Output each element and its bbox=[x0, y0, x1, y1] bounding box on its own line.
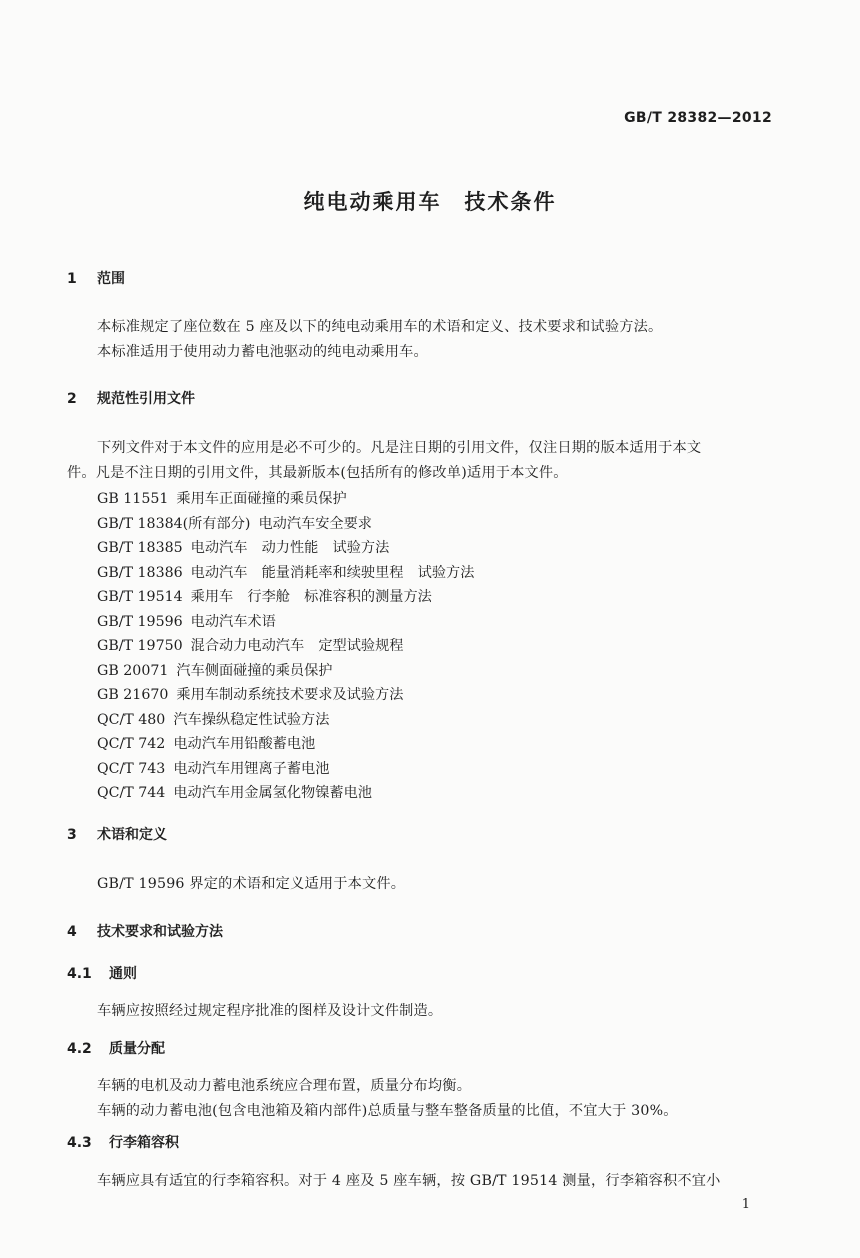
section-title: 规范性引用文件 bbox=[97, 391, 195, 407]
luggage-volume-paragraph: 车辆应具有适宜的行李箱容积。对于 4 座及 5 座车辆，按 GB/T 19514 测量，行李箱容积不宜小 bbox=[97, 1173, 721, 1189]
section-1-heading bbox=[67, 268, 125, 288]
reference-item bbox=[97, 684, 474, 709]
references-intro-line-2: 件。凡是不注日期的引用文件，其最新版本(包括所有的修改单)适用于本文件。 bbox=[67, 465, 568, 481]
section-title: 技术要求和试验方法 bbox=[97, 924, 223, 940]
section-number: 2 bbox=[67, 391, 77, 407]
section-number: 1 bbox=[67, 271, 77, 287]
reference-code: QC/T 480 bbox=[97, 711, 166, 728]
reference-code: QC/T 743 bbox=[97, 760, 166, 777]
reference-item bbox=[97, 586, 474, 611]
reference-code: QC/T 744 bbox=[97, 785, 166, 801]
reference-code: GB/T 18384(所有部分) bbox=[97, 515, 251, 532]
general-paragraph: 车辆应按照经过规定程序批准的图样及设计文件制造。 bbox=[97, 1003, 443, 1019]
reference-item bbox=[97, 782, 474, 807]
reference-item bbox=[97, 758, 474, 783]
reference-code: GB/T 18386 bbox=[97, 564, 183, 581]
reference-code: GB/T 19596 bbox=[97, 613, 183, 630]
reference-item bbox=[97, 660, 474, 685]
section-4-heading bbox=[67, 921, 223, 941]
section-4-2-heading bbox=[67, 1038, 165, 1058]
reference-item bbox=[97, 488, 474, 513]
reference-title: 乘用车制动系统技术要求及试验方法 bbox=[176, 687, 404, 703]
reference-title: 电动汽车用锂离子蓄电池 bbox=[173, 760, 330, 777]
section-2-heading bbox=[67, 388, 195, 408]
section-title: 质量分配 bbox=[109, 1041, 165, 1057]
section-number: 3 bbox=[67, 827, 77, 843]
section-3-heading bbox=[67, 824, 167, 844]
section-4-1-heading bbox=[67, 963, 137, 983]
section-number: 4 bbox=[67, 924, 77, 940]
reference-code: GB/T 19750 bbox=[97, 638, 183, 654]
reference-title: 汽车侧面碰撞的乘员保护 bbox=[176, 662, 333, 679]
section-title: 范围 bbox=[97, 271, 125, 287]
section-4-3-heading bbox=[67, 1132, 179, 1152]
section-number: 4.3 bbox=[67, 1135, 92, 1151]
reference-title: 电动汽车用铅酸蓄电池 bbox=[173, 736, 316, 752]
reference-item bbox=[97, 537, 474, 562]
reference-item bbox=[97, 562, 474, 587]
reference-title: 汽车操纵稳定性试验方法 bbox=[173, 711, 330, 728]
standard-code: GB/T 28382—2012 bbox=[624, 110, 772, 126]
reference-title: 电动汽车术语 bbox=[190, 613, 276, 630]
reference-title: 混合动力电动汽车 定型试验规程 bbox=[190, 638, 404, 654]
section-title: 行李箱容积 bbox=[109, 1135, 179, 1151]
reference-item bbox=[97, 733, 474, 758]
section-number: 4.1 bbox=[67, 966, 92, 982]
mass-distribution-paragraph-2: 车辆的动力蓄电池(包含电池箱及箱内部件)总质量与整车整备质量的比值，不宜大于 30%。 bbox=[97, 1103, 678, 1119]
reference-code: GB 21670 bbox=[97, 687, 169, 703]
reference-title: 电动汽车 能量消耗率和续驶里程 试验方法 bbox=[190, 564, 475, 581]
reference-item bbox=[97, 709, 474, 734]
reference-item bbox=[97, 513, 474, 538]
reference-code: GB/T 19514 bbox=[97, 589, 183, 605]
document-title: 纯电动乘用车 技术条件 bbox=[303, 190, 557, 214]
reference-item bbox=[97, 635, 474, 660]
reference-title: 乘用车 行李舱 标准容积的测量方法 bbox=[190, 589, 432, 605]
reference-title: 电动汽车 动力性能 试验方法 bbox=[190, 540, 390, 556]
section-title: 术语和定义 bbox=[97, 827, 167, 843]
reference-title: 乘用车正面碰撞的乘员保护 bbox=[176, 491, 347, 507]
scope-paragraph-2: 本标准适用于使用动力蓄电池驱动的纯电动乘用车。 bbox=[97, 344, 428, 360]
reference-code: GB 20071 bbox=[97, 662, 169, 679]
section-title: 通则 bbox=[109, 966, 137, 982]
reference-code: GB/T 18385 bbox=[97, 540, 183, 556]
mass-distribution-paragraph-1: 车辆的电机及动力蓄电池系统应合理布置，质量分布均衡。 bbox=[97, 1078, 472, 1094]
scope-paragraph-1: 本标准规定了座位数在 5 座及以下的纯电动乘用车的术语和定义、技术要求和试验方法。 bbox=[97, 319, 663, 335]
reference-title: 电动汽车安全要求 bbox=[258, 515, 372, 532]
page-number: 1 bbox=[741, 1197, 750, 1212]
references-intro-line-1: 下列文件对于本文件的应用是必不可少的。凡是注日期的引用文件，仅注日期的版本适用于本文 bbox=[97, 440, 702, 456]
terms-paragraph: GB/T 19596 界定的术语和定义适用于本文件。 bbox=[97, 876, 406, 892]
normative-references-list bbox=[97, 488, 474, 807]
reference-code: QC/T 742 bbox=[97, 736, 166, 752]
section-number: 4.2 bbox=[67, 1041, 92, 1057]
reference-title: 电动汽车用金属氢化物镍蓄电池 bbox=[173, 785, 372, 801]
reference-item bbox=[97, 611, 474, 636]
reference-code: GB 11551 bbox=[97, 491, 169, 507]
